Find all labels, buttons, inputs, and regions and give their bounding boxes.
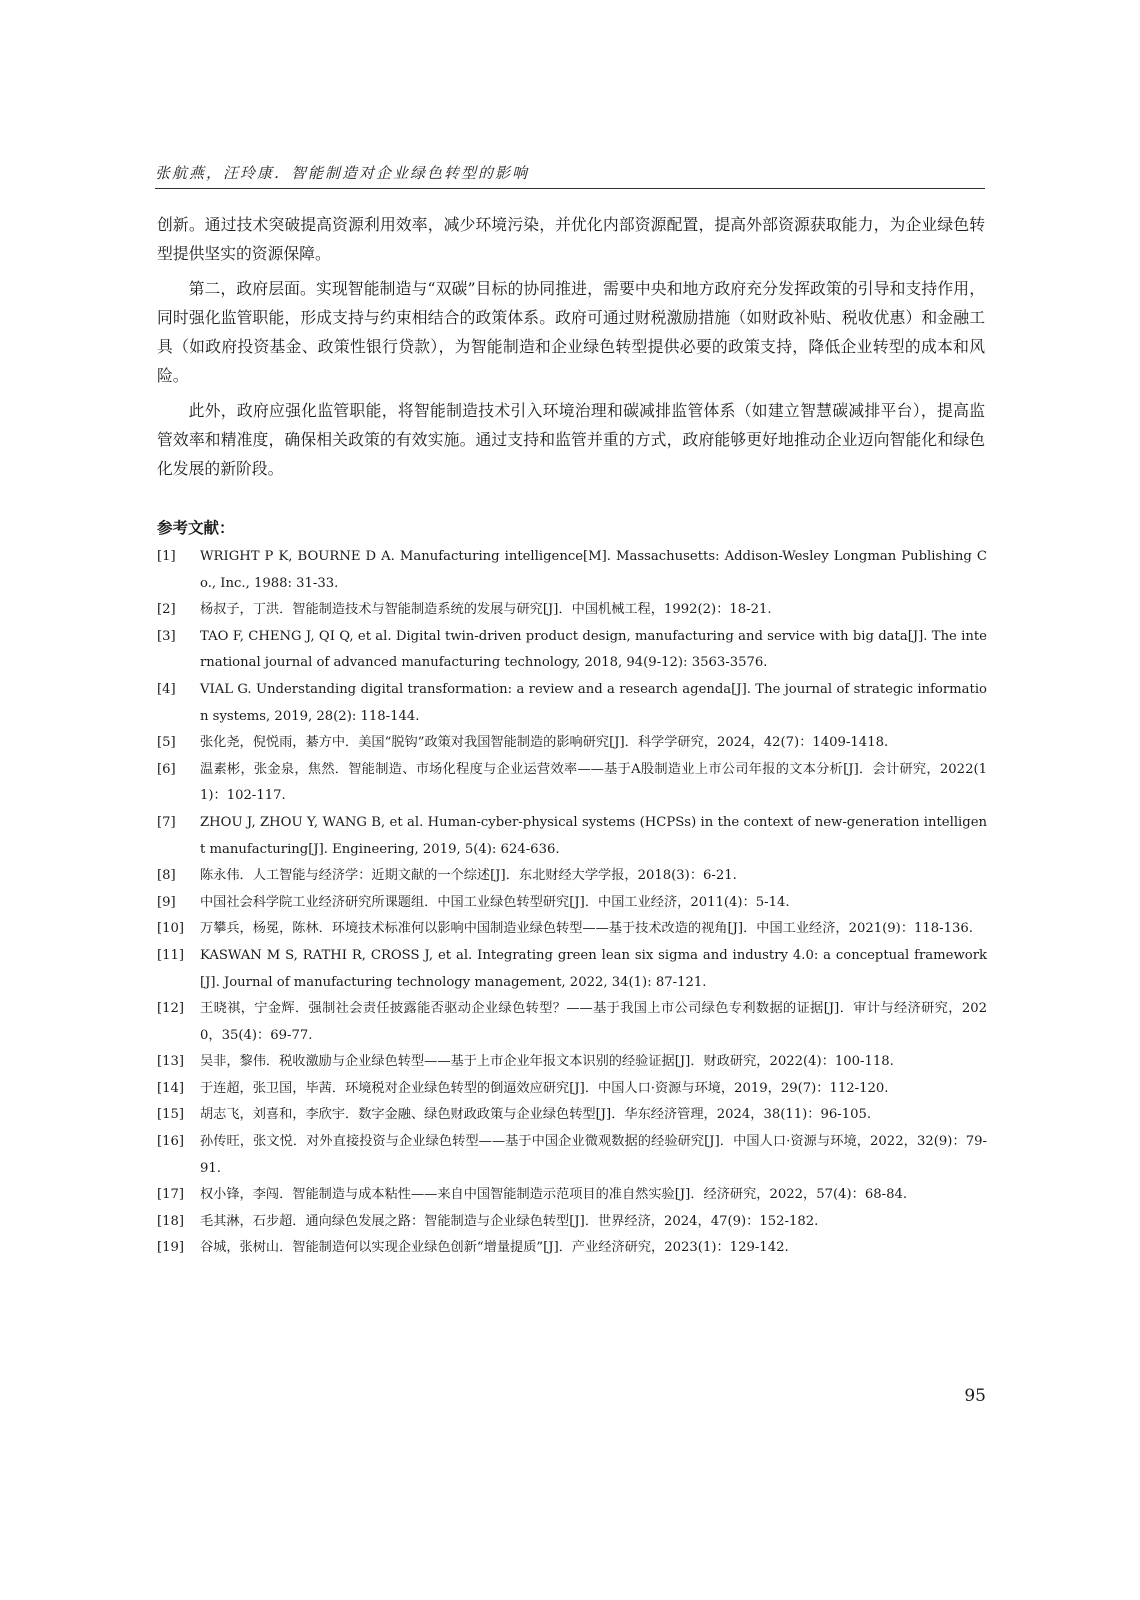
reference-text: 张化尧，倪悦雨，綦方中．美国“脱钩”政策对我国智能制造的影响研究[J]．科学学研究，2024，42(7)：1409-1418. (200, 735, 889, 751)
reference-text: 孙传旺，张文悦．对外直接投资与企业绿色转型——基于中国企业微观数据的经验研究[J]．中国人口·资源与环境，2022，32(9)：79-91. (200, 1134, 987, 1176)
reference-item (157, 677, 987, 730)
reference-text: KASWAN M S, RATHI R, CROSS J, et al. Integrating green lean six sigma and industry 4.0: a conceptual framework[J]. Journal of manufacturing technology management, 2022, 34(1): 87-121. (200, 947, 987, 990)
reference-number: [17] (157, 1187, 185, 1203)
reference-item (157, 1235, 987, 1262)
reference-item (157, 943, 987, 996)
paragraph: 第二，政府层面。实现智能制造与“双碳”目标的协同推进，需要中央和地方政府充分发挥政策的引导和支持作用，同时强化监管职能，形成支持与约束相结合的政策体系。政府可通过财税激励措施（如财政补贴、税收优惠）和金融工具（如政府投资基金、政策性银行贷款），为智能制造和企业绿色转型提供必要的政策支持，降低企业转型的成本和风险。 (157, 279, 985, 385)
reference-item (157, 730, 987, 757)
reference-text: WRIGHT P K, BOURNE D A. Manufacturing intelligence[M]. Massachusetts: Addison-Wesley Longman Publishing Co., Inc., 1988: 31-33. (200, 549, 987, 591)
reference-number: [4] (157, 681, 176, 697)
reference-item (157, 597, 987, 624)
reference-list (157, 544, 987, 1262)
reference-item (157, 1076, 987, 1103)
reference-text: VIAL G. Understanding digital transformation: a review and a research agenda[J]. The journal of strategic information systems, 2019, 28(2): 118-144. (200, 681, 987, 724)
reference-text: 中国社会科学院工业经济研究所课题组．中国工业绿色转型研究[J]．中国工业经济，2011(4)：5-14. (200, 894, 790, 910)
reference-item (157, 624, 987, 677)
reference-number: [12] (157, 1001, 185, 1017)
header-rule (155, 188, 985, 189)
reference-text: 吴非，黎伟．税收激励与企业绿色转型——基于上市企业年报文本识别的经验证据[J]．财政研究，2022(4)：100-118. (200, 1054, 894, 1070)
reference-number: [14] (157, 1080, 185, 1096)
reference-item (157, 996, 987, 1049)
reference-text: 温素彬，张金泉，焦然．智能制造、市场化程度与企业运营效率——基于A股制造业上市公司年报的文本分析[J]．会计研究，2022(11)：102-117. (200, 761, 987, 804)
reference-item (157, 1182, 987, 1209)
reference-text: 权小锋，李闯．智能制造与成本粘性——来自中国智能制造示范项目的准自然实验[J]．经济研究，2022，57(4)：68-84. (200, 1187, 908, 1203)
reference-number: [11] (157, 947, 185, 963)
reference-item (157, 1129, 987, 1182)
reference-item (157, 1049, 987, 1076)
reference-number: [2] (157, 602, 176, 618)
paragraph: 创新。通过技术突破提高资源利用效率，减少环境污染，并优化内部资源配置，提高外部资源获取能力，为企业绿色转型提供坚实的资源保障。 (157, 215, 985, 263)
reference-number: [19] (157, 1240, 185, 1256)
reference-item (157, 757, 987, 810)
reference-text: 王晓祺，宁金辉．强制社会责任披露能否驱动企业绿色转型？——基于我国上市公司绿色专利数据的证据[J]．审计与经济研究，2020，35(4)：69-77. (200, 1001, 987, 1043)
reference-item (157, 1102, 987, 1129)
reference-text: 陈永伟．人工智能与经济学：近期文献的一个综述[J]．东北财经大学学报，2018(3)：6-21. (200, 868, 737, 884)
reference-item (157, 1209, 987, 1236)
paragraph: 此外，政府应强化监管职能，将智能制造技术引入环境治理和碳减排监管体系（如建立智慧碳减排平台），提高监管效率和精准度，确保相关政策的有效实施。通过支持和监管并重的方式，政府能够更好地推动企业迈向智能化和绿色化发展的新阶段。 (157, 401, 985, 478)
reference-text: 于连超，张卫国，毕茜．环境税对企业绿色转型的倒逼效应研究[J]．中国人口·资源与环境，2019，29(7)：112-120. (200, 1080, 889, 1096)
reference-text: 杨叔子，丁洪．智能制造技术与智能制造系统的发展与研究[J]．中国机械工程，1992(2)：18-21. (200, 602, 772, 618)
running-head: 张航燕，汪玲康．智能制造对企业绿色转型的影响 (155, 164, 530, 182)
reference-number: [7] (157, 814, 176, 830)
reference-text: ZHOU J, ZHOU Y, WANG B, et al. Human-cyber-physical systems (HCPSs) in the context of new-generation intelligent manufacturing[J]. Engineering, 2019, 5(4): 624-636. (200, 814, 987, 857)
reference-number: [16] (157, 1134, 185, 1150)
reference-number: [9] (157, 894, 176, 910)
reference-item (157, 916, 987, 943)
reference-number: [3] (157, 628, 176, 644)
reference-number: [15] (157, 1107, 185, 1123)
reference-text: 万攀兵，杨冕，陈林．环境技术标准何以影响中国制造业绿色转型——基于技术改造的视角[J]．中国工业经济，2021(9)：118-136. (200, 921, 973, 937)
reference-number: [10] (157, 921, 185, 937)
reference-number: [13] (157, 1054, 185, 1070)
reference-number: [1] (157, 549, 176, 564)
body-text (157, 210, 985, 489)
references-title: 参考文献： (157, 518, 235, 537)
reference-number: [5] (157, 735, 176, 751)
reference-number: [18] (157, 1213, 185, 1229)
reference-item (157, 544, 987, 597)
reference-text: 谷城，张树山．智能制造何以实现企业绿色创新“增量提质”[J]．产业经济研究，2023(1)：129-142. (200, 1240, 789, 1256)
reference-text: TAO F, CHENG J, QI Q, et al. Digital twin-driven product design, manufacturing and service with big data[J]. The international journal of advanced manufacturing technology, 2018, 94(9-12): 3563-3576. (200, 628, 987, 671)
reference-item (157, 863, 987, 890)
page-number: 95 (964, 1386, 986, 1406)
reference-number: [8] (157, 868, 176, 884)
reference-text: 胡志飞，刘喜和，李欣宇．数字金融、绿色财政政策与企业绿色转型[J]．华东经济管理，2024，38(11)：96-105. (200, 1107, 872, 1123)
reference-number: [6] (157, 761, 176, 777)
reference-text: 毛其淋，石步超．通向绿色发展之路：智能制造与企业绿色转型[J]．世界经济，2024，47(9)：152-182. (200, 1213, 819, 1229)
reference-item (157, 810, 987, 863)
reference-item (157, 890, 987, 917)
